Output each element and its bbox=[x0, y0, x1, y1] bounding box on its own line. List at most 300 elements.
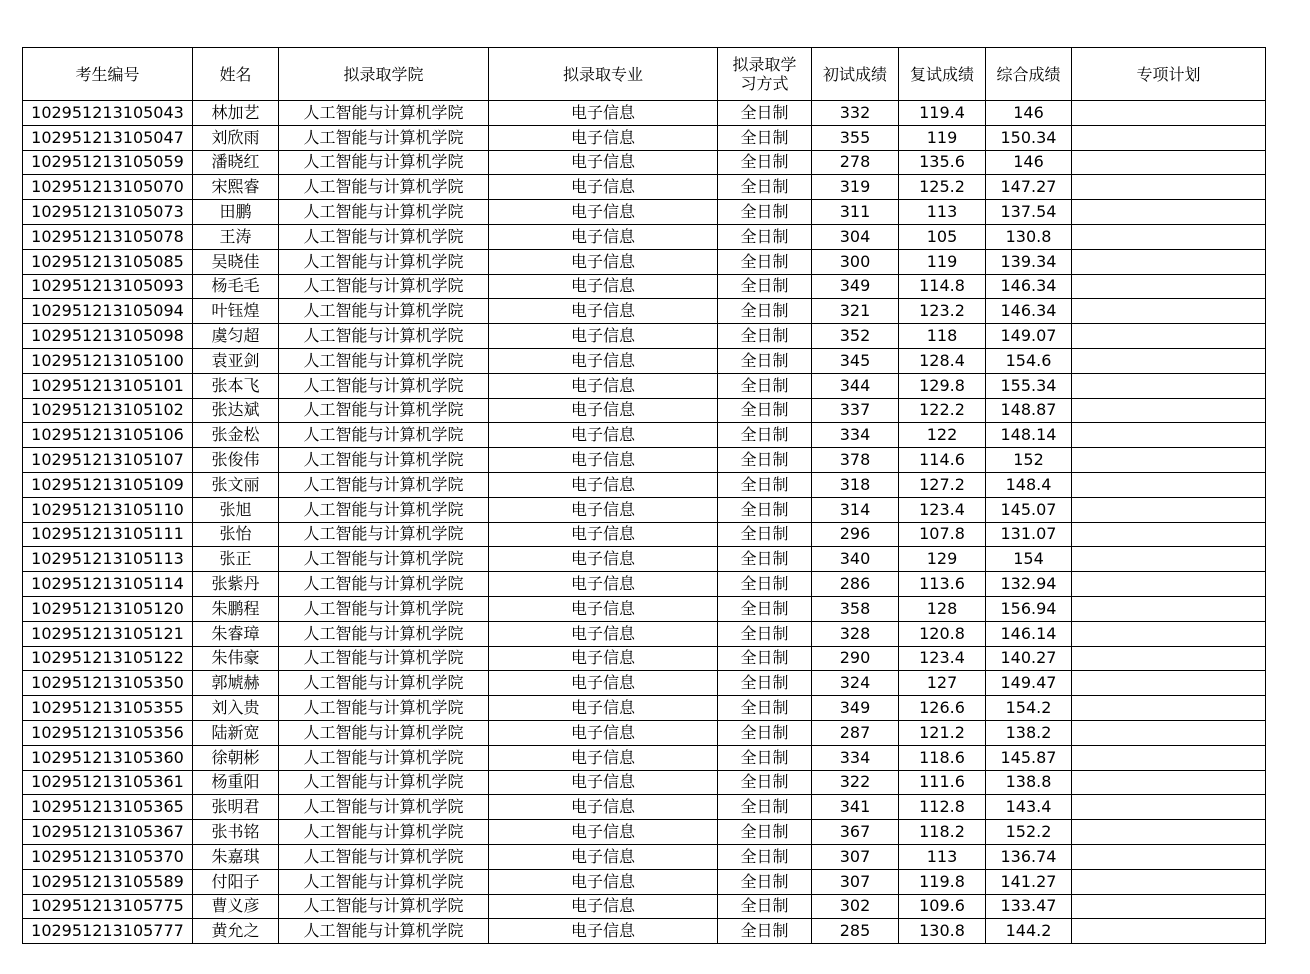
name-cell: 张正 bbox=[193, 547, 279, 572]
retest-score-cell: 123.2 bbox=[899, 299, 986, 324]
retest-score-cell: 128.4 bbox=[899, 348, 986, 373]
header-row bbox=[23, 48, 1266, 101]
table-row bbox=[23, 125, 1266, 150]
retest-score-cell: 118.2 bbox=[899, 820, 986, 845]
name-cell: 宋熙睿 bbox=[193, 175, 279, 200]
study-mode-cell: 全日制 bbox=[718, 745, 812, 770]
name-cell: 朱嘉琪 bbox=[193, 844, 279, 869]
college-cell: 人工智能与计算机学院 bbox=[279, 572, 489, 597]
prelim-score-cell: 334 bbox=[812, 423, 899, 448]
special-plan-cell bbox=[1072, 547, 1266, 572]
retest-score-cell: 128 bbox=[899, 596, 986, 621]
table-row bbox=[23, 448, 1266, 473]
college-cell: 人工智能与计算机学院 bbox=[279, 844, 489, 869]
special-plan-cell bbox=[1072, 497, 1266, 522]
table-row bbox=[23, 820, 1266, 845]
table-row bbox=[23, 497, 1266, 522]
header-prelim-score: 初试成绩 bbox=[812, 48, 899, 101]
prelim-score-cell: 349 bbox=[812, 696, 899, 721]
table-row bbox=[23, 770, 1266, 795]
study-mode-cell: 全日制 bbox=[718, 125, 812, 150]
name-cell: 付阳子 bbox=[193, 869, 279, 894]
name-cell: 朱鹏程 bbox=[193, 596, 279, 621]
total-score-cell: 145.87 bbox=[986, 745, 1072, 770]
table-row bbox=[23, 745, 1266, 770]
retest-score-cell: 112.8 bbox=[899, 795, 986, 820]
total-score-cell: 146 bbox=[986, 101, 1072, 126]
college-cell: 人工智能与计算机学院 bbox=[279, 894, 489, 919]
prelim-score-cell: 302 bbox=[812, 894, 899, 919]
special-plan-cell bbox=[1072, 101, 1266, 126]
total-score-cell: 147.27 bbox=[986, 175, 1072, 200]
total-score-cell: 132.94 bbox=[986, 572, 1072, 597]
candidate-id-cell: 102951213105101 bbox=[23, 373, 193, 398]
prelim-score-cell: 287 bbox=[812, 720, 899, 745]
study-mode-cell: 全日制 bbox=[718, 770, 812, 795]
major-cell: 电子信息 bbox=[489, 894, 718, 919]
candidate-id-cell: 102951213105111 bbox=[23, 522, 193, 547]
major-cell: 电子信息 bbox=[489, 547, 718, 572]
retest-score-cell: 122.2 bbox=[899, 398, 986, 423]
retest-score-cell: 119.4 bbox=[899, 101, 986, 126]
college-cell: 人工智能与计算机学院 bbox=[279, 596, 489, 621]
special-plan-cell bbox=[1072, 448, 1266, 473]
retest-score-cell: 119 bbox=[899, 249, 986, 274]
candidate-id-cell: 102951213105777 bbox=[23, 919, 193, 944]
major-cell: 电子信息 bbox=[489, 175, 718, 200]
table-row bbox=[23, 200, 1266, 225]
total-score-cell: 148.14 bbox=[986, 423, 1072, 448]
name-cell: 张本飞 bbox=[193, 373, 279, 398]
total-score-cell: 156.94 bbox=[986, 596, 1072, 621]
name-cell: 杨重阳 bbox=[193, 770, 279, 795]
prelim-score-cell: 355 bbox=[812, 125, 899, 150]
name-cell: 王涛 bbox=[193, 224, 279, 249]
study-mode-cell: 全日制 bbox=[718, 844, 812, 869]
table-row bbox=[23, 621, 1266, 646]
prelim-score-cell: 286 bbox=[812, 572, 899, 597]
major-cell: 电子信息 bbox=[489, 324, 718, 349]
table-row bbox=[23, 175, 1266, 200]
major-cell: 电子信息 bbox=[489, 596, 718, 621]
candidate-id-cell: 102951213105356 bbox=[23, 720, 193, 745]
study-mode-cell: 全日制 bbox=[718, 646, 812, 671]
header-college: 拟录取学院 bbox=[279, 48, 489, 101]
candidate-id-cell: 102951213105106 bbox=[23, 423, 193, 448]
prelim-score-cell: 296 bbox=[812, 522, 899, 547]
prelim-score-cell: 367 bbox=[812, 820, 899, 845]
prelim-score-cell: 307 bbox=[812, 869, 899, 894]
major-cell: 电子信息 bbox=[489, 398, 718, 423]
total-score-cell: 133.47 bbox=[986, 894, 1072, 919]
candidate-id-cell: 102951213105070 bbox=[23, 175, 193, 200]
college-cell: 人工智能与计算机学院 bbox=[279, 919, 489, 944]
retest-score-cell: 118.6 bbox=[899, 745, 986, 770]
prelim-score-cell: 334 bbox=[812, 745, 899, 770]
total-score-cell: 154.2 bbox=[986, 696, 1072, 721]
college-cell: 人工智能与计算机学院 bbox=[279, 299, 489, 324]
major-cell: 电子信息 bbox=[489, 497, 718, 522]
study-mode-cell: 全日制 bbox=[718, 274, 812, 299]
name-cell: 张旭 bbox=[193, 497, 279, 522]
special-plan-cell bbox=[1072, 869, 1266, 894]
study-mode-cell: 全日制 bbox=[718, 448, 812, 473]
retest-score-cell: 119 bbox=[899, 125, 986, 150]
college-cell: 人工智能与计算机学院 bbox=[279, 101, 489, 126]
retest-score-cell: 123.4 bbox=[899, 497, 986, 522]
name-cell: 叶钰煌 bbox=[193, 299, 279, 324]
special-plan-cell bbox=[1072, 324, 1266, 349]
major-cell: 电子信息 bbox=[489, 696, 718, 721]
study-mode-cell: 全日制 bbox=[718, 423, 812, 448]
name-cell: 张金松 bbox=[193, 423, 279, 448]
college-cell: 人工智能与计算机学院 bbox=[279, 175, 489, 200]
special-plan-cell bbox=[1072, 423, 1266, 448]
special-plan-cell bbox=[1072, 249, 1266, 274]
table-row bbox=[23, 696, 1266, 721]
name-cell: 张文丽 bbox=[193, 472, 279, 497]
major-cell: 电子信息 bbox=[489, 373, 718, 398]
retest-score-cell: 109.6 bbox=[899, 894, 986, 919]
prelim-score-cell: 285 bbox=[812, 919, 899, 944]
header-retest-score: 复试成绩 bbox=[899, 48, 986, 101]
retest-score-cell: 127.2 bbox=[899, 472, 986, 497]
table-row bbox=[23, 572, 1266, 597]
study-mode-cell: 全日制 bbox=[718, 299, 812, 324]
prelim-score-cell: 311 bbox=[812, 200, 899, 225]
college-cell: 人工智能与计算机学院 bbox=[279, 324, 489, 349]
study-mode-cell: 全日制 bbox=[718, 497, 812, 522]
retest-score-cell: 123.4 bbox=[899, 646, 986, 671]
major-cell: 电子信息 bbox=[489, 472, 718, 497]
special-plan-cell bbox=[1072, 696, 1266, 721]
total-score-cell: 148.87 bbox=[986, 398, 1072, 423]
total-score-cell: 144.2 bbox=[986, 919, 1072, 944]
major-cell: 电子信息 bbox=[489, 448, 718, 473]
table-row bbox=[23, 224, 1266, 249]
name-cell: 刘入贵 bbox=[193, 696, 279, 721]
special-plan-cell bbox=[1072, 919, 1266, 944]
major-cell: 电子信息 bbox=[489, 671, 718, 696]
table-row bbox=[23, 720, 1266, 745]
special-plan-cell bbox=[1072, 348, 1266, 373]
total-score-cell: 136.74 bbox=[986, 844, 1072, 869]
candidate-id-cell: 102951213105047 bbox=[23, 125, 193, 150]
retest-score-cell: 118 bbox=[899, 324, 986, 349]
retest-score-cell: 129.8 bbox=[899, 373, 986, 398]
special-plan-cell bbox=[1072, 820, 1266, 845]
table-row bbox=[23, 348, 1266, 373]
total-score-cell: 150.34 bbox=[986, 125, 1072, 150]
study-mode-cell: 全日制 bbox=[718, 373, 812, 398]
candidate-id-cell: 102951213105365 bbox=[23, 795, 193, 820]
major-cell: 电子信息 bbox=[489, 646, 718, 671]
retest-score-cell: 130.8 bbox=[899, 919, 986, 944]
table-row bbox=[23, 423, 1266, 448]
college-cell: 人工智能与计算机学院 bbox=[279, 224, 489, 249]
candidate-id-cell: 102951213105043 bbox=[23, 101, 193, 126]
total-score-cell: 146.14 bbox=[986, 621, 1072, 646]
major-cell: 电子信息 bbox=[489, 919, 718, 944]
major-cell: 电子信息 bbox=[489, 720, 718, 745]
total-score-cell: 131.07 bbox=[986, 522, 1072, 547]
special-plan-cell bbox=[1072, 671, 1266, 696]
name-cell: 张明君 bbox=[193, 795, 279, 820]
candidate-id-cell: 102951213105122 bbox=[23, 646, 193, 671]
retest-score-cell: 111.6 bbox=[899, 770, 986, 795]
study-mode-cell: 全日制 bbox=[718, 324, 812, 349]
special-plan-cell bbox=[1072, 472, 1266, 497]
study-mode-cell: 全日制 bbox=[718, 101, 812, 126]
table-row bbox=[23, 894, 1266, 919]
prelim-score-cell: 344 bbox=[812, 373, 899, 398]
candidate-id-cell: 102951213105361 bbox=[23, 770, 193, 795]
special-plan-cell bbox=[1072, 373, 1266, 398]
college-cell: 人工智能与计算机学院 bbox=[279, 621, 489, 646]
candidate-id-cell: 102951213105367 bbox=[23, 820, 193, 845]
study-mode-cell: 全日制 bbox=[718, 869, 812, 894]
retest-score-cell: 119.8 bbox=[899, 869, 986, 894]
college-cell: 人工智能与计算机学院 bbox=[279, 522, 489, 547]
prelim-score-cell: 337 bbox=[812, 398, 899, 423]
prelim-score-cell: 278 bbox=[812, 150, 899, 175]
college-cell: 人工智能与计算机学院 bbox=[279, 249, 489, 274]
study-mode-cell: 全日制 bbox=[718, 348, 812, 373]
candidate-id-cell: 102951213105085 bbox=[23, 249, 193, 274]
table-row bbox=[23, 919, 1266, 944]
candidate-id-cell: 102951213105059 bbox=[23, 150, 193, 175]
header-study-mode: 拟录取学习方式 bbox=[718, 48, 812, 101]
name-cell: 陆新宽 bbox=[193, 720, 279, 745]
special-plan-cell bbox=[1072, 224, 1266, 249]
prelim-score-cell: 378 bbox=[812, 448, 899, 473]
candidate-id-cell: 102951213105113 bbox=[23, 547, 193, 572]
name-cell: 张紫丹 bbox=[193, 572, 279, 597]
name-cell: 郭虓赫 bbox=[193, 671, 279, 696]
retest-score-cell: 107.8 bbox=[899, 522, 986, 547]
prelim-score-cell: 340 bbox=[812, 547, 899, 572]
candidate-id-cell: 102951213105094 bbox=[23, 299, 193, 324]
special-plan-cell bbox=[1072, 770, 1266, 795]
prelim-score-cell: 358 bbox=[812, 596, 899, 621]
name-cell: 田鹏 bbox=[193, 200, 279, 225]
study-mode-cell: 全日制 bbox=[718, 919, 812, 944]
special-plan-cell bbox=[1072, 596, 1266, 621]
name-cell: 虞匀超 bbox=[193, 324, 279, 349]
name-cell: 刘欣雨 bbox=[193, 125, 279, 150]
name-cell: 徐朝彬 bbox=[193, 745, 279, 770]
college-cell: 人工智能与计算机学院 bbox=[279, 373, 489, 398]
prelim-score-cell: 352 bbox=[812, 324, 899, 349]
special-plan-cell bbox=[1072, 398, 1266, 423]
major-cell: 电子信息 bbox=[489, 224, 718, 249]
admission-table bbox=[22, 47, 1266, 944]
prelim-score-cell: 332 bbox=[812, 101, 899, 126]
study-mode-cell: 全日制 bbox=[718, 596, 812, 621]
prelim-score-cell: 345 bbox=[812, 348, 899, 373]
study-mode-cell: 全日制 bbox=[718, 547, 812, 572]
candidate-id-cell: 102951213105098 bbox=[23, 324, 193, 349]
total-score-cell: 154 bbox=[986, 547, 1072, 572]
college-cell: 人工智能与计算机学院 bbox=[279, 869, 489, 894]
retest-score-cell: 126.6 bbox=[899, 696, 986, 721]
prelim-score-cell: 314 bbox=[812, 497, 899, 522]
candidate-id-cell: 102951213105120 bbox=[23, 596, 193, 621]
retest-score-cell: 127 bbox=[899, 671, 986, 696]
major-cell: 电子信息 bbox=[489, 150, 718, 175]
name-cell: 吴晓佳 bbox=[193, 249, 279, 274]
major-cell: 电子信息 bbox=[489, 745, 718, 770]
candidate-id-cell: 102951213105114 bbox=[23, 572, 193, 597]
header-total-score: 综合成绩 bbox=[986, 48, 1072, 101]
candidate-id-cell: 102951213105355 bbox=[23, 696, 193, 721]
college-cell: 人工智能与计算机学院 bbox=[279, 745, 489, 770]
name-cell: 潘晓红 bbox=[193, 150, 279, 175]
prelim-score-cell: 321 bbox=[812, 299, 899, 324]
header-name: 姓名 bbox=[193, 48, 279, 101]
major-cell: 电子信息 bbox=[489, 423, 718, 448]
prelim-score-cell: 307 bbox=[812, 844, 899, 869]
total-score-cell: 146 bbox=[986, 150, 1072, 175]
special-plan-cell bbox=[1072, 522, 1266, 547]
candidate-id-cell: 102951213105078 bbox=[23, 224, 193, 249]
total-score-cell: 152 bbox=[986, 448, 1072, 473]
major-cell: 电子信息 bbox=[489, 101, 718, 126]
header-candidate-id: 考生编号 bbox=[23, 48, 193, 101]
prelim-score-cell: 328 bbox=[812, 621, 899, 646]
retest-score-cell: 113 bbox=[899, 844, 986, 869]
total-score-cell: 146.34 bbox=[986, 274, 1072, 299]
special-plan-cell bbox=[1072, 274, 1266, 299]
retest-score-cell: 114.6 bbox=[899, 448, 986, 473]
total-score-cell: 152.2 bbox=[986, 820, 1072, 845]
study-mode-cell: 全日制 bbox=[718, 224, 812, 249]
retest-score-cell: 105 bbox=[899, 224, 986, 249]
college-cell: 人工智能与计算机学院 bbox=[279, 795, 489, 820]
candidate-id-cell: 102951213105360 bbox=[23, 745, 193, 770]
table-row bbox=[23, 547, 1266, 572]
candidate-id-cell: 102951213105073 bbox=[23, 200, 193, 225]
name-cell: 朱伟豪 bbox=[193, 646, 279, 671]
total-score-cell: 149.07 bbox=[986, 324, 1072, 349]
name-cell: 曹义彦 bbox=[193, 894, 279, 919]
name-cell: 朱睿璋 bbox=[193, 621, 279, 646]
special-plan-cell bbox=[1072, 844, 1266, 869]
special-plan-cell bbox=[1072, 572, 1266, 597]
college-cell: 人工智能与计算机学院 bbox=[279, 423, 489, 448]
special-plan-cell bbox=[1072, 646, 1266, 671]
header-special-plan: 专项计划 bbox=[1072, 48, 1266, 101]
study-mode-cell: 全日制 bbox=[718, 150, 812, 175]
prelim-score-cell: 324 bbox=[812, 671, 899, 696]
candidate-id-cell: 102951213105370 bbox=[23, 844, 193, 869]
table-row bbox=[23, 101, 1266, 126]
special-plan-cell bbox=[1072, 175, 1266, 200]
total-score-cell: 145.07 bbox=[986, 497, 1072, 522]
major-cell: 电子信息 bbox=[489, 522, 718, 547]
table-row bbox=[23, 324, 1266, 349]
major-cell: 电子信息 bbox=[489, 299, 718, 324]
total-score-cell: 143.4 bbox=[986, 795, 1072, 820]
retest-score-cell: 129 bbox=[899, 547, 986, 572]
special-plan-cell bbox=[1072, 125, 1266, 150]
study-mode-cell: 全日制 bbox=[718, 572, 812, 597]
table-row bbox=[23, 844, 1266, 869]
retest-score-cell: 113 bbox=[899, 200, 986, 225]
prelim-score-cell: 300 bbox=[812, 249, 899, 274]
prelim-score-cell: 319 bbox=[812, 175, 899, 200]
special-plan-cell bbox=[1072, 621, 1266, 646]
total-score-cell: 137.54 bbox=[986, 200, 1072, 225]
major-cell: 电子信息 bbox=[489, 869, 718, 894]
name-cell: 林加艺 bbox=[193, 101, 279, 126]
college-cell: 人工智能与计算机学院 bbox=[279, 720, 489, 745]
table-header bbox=[23, 48, 1266, 101]
table-row bbox=[23, 795, 1266, 820]
name-cell: 张怡 bbox=[193, 522, 279, 547]
special-plan-cell bbox=[1072, 150, 1266, 175]
prelim-score-cell: 349 bbox=[812, 274, 899, 299]
candidate-id-cell: 102951213105110 bbox=[23, 497, 193, 522]
total-score-cell: 154.6 bbox=[986, 348, 1072, 373]
total-score-cell: 140.27 bbox=[986, 646, 1072, 671]
total-score-cell: 146.34 bbox=[986, 299, 1072, 324]
study-mode-cell: 全日制 bbox=[718, 696, 812, 721]
special-plan-cell bbox=[1072, 745, 1266, 770]
name-cell: 黄允之 bbox=[193, 919, 279, 944]
study-mode-cell: 全日制 bbox=[718, 795, 812, 820]
major-cell: 电子信息 bbox=[489, 274, 718, 299]
table-row bbox=[23, 150, 1266, 175]
name-cell: 袁亚剑 bbox=[193, 348, 279, 373]
candidate-id-cell: 102951213105109 bbox=[23, 472, 193, 497]
special-plan-cell bbox=[1072, 894, 1266, 919]
name-cell: 杨毛毛 bbox=[193, 274, 279, 299]
college-cell: 人工智能与计算机学院 bbox=[279, 472, 489, 497]
college-cell: 人工智能与计算机学院 bbox=[279, 770, 489, 795]
name-cell: 张达斌 bbox=[193, 398, 279, 423]
table-row bbox=[23, 373, 1266, 398]
table-row bbox=[23, 249, 1266, 274]
header-major: 拟录取专业 bbox=[489, 48, 718, 101]
candidate-id-cell: 102951213105093 bbox=[23, 274, 193, 299]
candidate-id-cell: 102951213105121 bbox=[23, 621, 193, 646]
major-cell: 电子信息 bbox=[489, 348, 718, 373]
college-cell: 人工智能与计算机学院 bbox=[279, 547, 489, 572]
name-cell: 张书铭 bbox=[193, 820, 279, 845]
name-cell: 张俊伟 bbox=[193, 448, 279, 473]
major-cell: 电子信息 bbox=[489, 820, 718, 845]
special-plan-cell bbox=[1072, 720, 1266, 745]
total-score-cell: 149.47 bbox=[986, 671, 1072, 696]
prelim-score-cell: 290 bbox=[812, 646, 899, 671]
table-row bbox=[23, 869, 1266, 894]
major-cell: 电子信息 bbox=[489, 795, 718, 820]
prelim-score-cell: 318 bbox=[812, 472, 899, 497]
college-cell: 人工智能与计算机学院 bbox=[279, 274, 489, 299]
study-mode-cell: 全日制 bbox=[718, 820, 812, 845]
major-cell: 电子信息 bbox=[489, 249, 718, 274]
major-cell: 电子信息 bbox=[489, 572, 718, 597]
major-cell: 电子信息 bbox=[489, 621, 718, 646]
study-mode-cell: 全日制 bbox=[718, 200, 812, 225]
retest-score-cell: 122 bbox=[899, 423, 986, 448]
college-cell: 人工智能与计算机学院 bbox=[279, 150, 489, 175]
study-mode-cell: 全日制 bbox=[718, 398, 812, 423]
major-cell: 电子信息 bbox=[489, 200, 718, 225]
major-cell: 电子信息 bbox=[489, 770, 718, 795]
candidate-id-cell: 102951213105775 bbox=[23, 894, 193, 919]
